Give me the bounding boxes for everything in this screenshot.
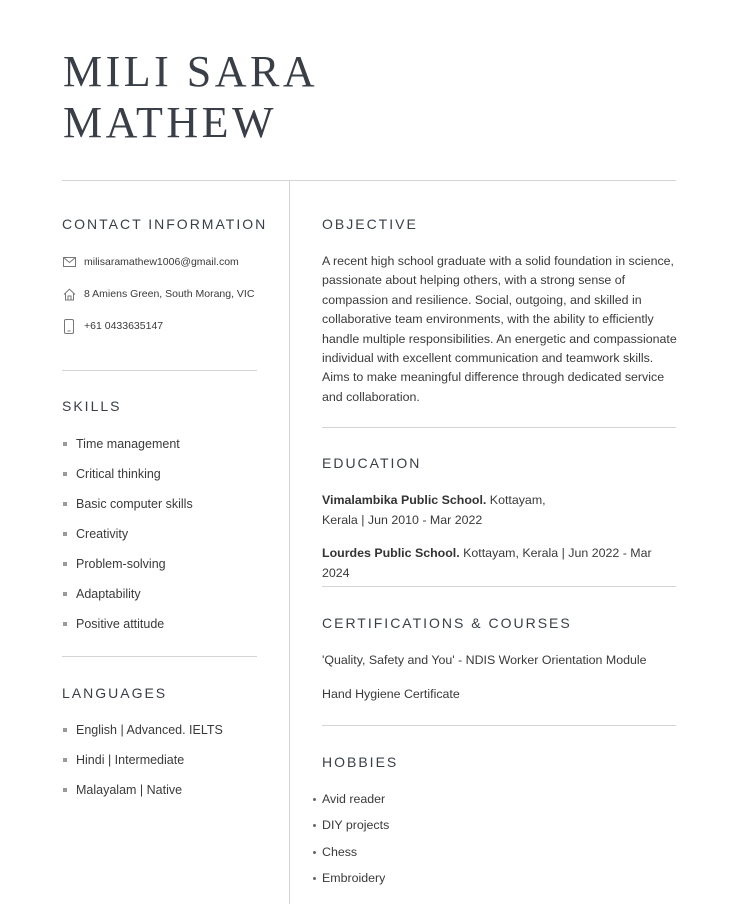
list-item: English | Advanced. IELTS [62, 722, 223, 752]
contact-email-row [62, 254, 239, 270]
hobbies-section-title: HOBBIES [322, 754, 399, 770]
list-item: Creativity [62, 526, 193, 556]
contact-address-row [62, 286, 254, 302]
certification-item: 'Quality, Safety and You' - NDIS Worker Orientation Module [322, 653, 647, 667]
envelope-icon [62, 254, 76, 270]
contact-address: 8 Amiens Green, South Morang, VIC [84, 288, 255, 300]
skills-divider [62, 656, 257, 657]
list-item: Chess [312, 844, 389, 870]
contact-divider [62, 370, 257, 371]
school-details: Kottayam, Kerala | Jun 2022 - Mar 2024 [322, 546, 652, 580]
languages-section-title: LANGUAGES [62, 685, 168, 701]
list-item: Time management [62, 436, 193, 466]
list-item: Basic computer skills [62, 496, 193, 526]
list-item: Hindi | Intermediate [62, 752, 223, 782]
list-item: Positive attitude [62, 616, 193, 646]
list-item: Malayalam | Native [62, 782, 223, 812]
name-line-2: MATHEW [63, 98, 278, 147]
education-entry [322, 543, 678, 583]
contact-email[interactable]: milisaramathew1006@gmail.com [84, 256, 239, 268]
objective-section-title: OBJECTIVE [322, 216, 418, 232]
mobile-phone-icon [62, 318, 76, 334]
skills-list [62, 436, 193, 646]
certifications-divider [322, 725, 676, 726]
objective-divider [322, 427, 676, 428]
header-divider [62, 180, 676, 181]
list-item: Embroidery [312, 870, 389, 896]
column-divider [289, 181, 290, 904]
list-item: DIY projects [312, 817, 389, 843]
contact-phone-row [62, 318, 163, 334]
home-icon [62, 286, 76, 302]
resume-name [63, 46, 318, 148]
skills-section-title: SKILLS [62, 398, 122, 414]
school-details: Kottayam, Kerala | Jun 2010 - Mar 2022 [322, 493, 546, 527]
education-divider [322, 586, 676, 587]
list-item: Adaptability [62, 586, 193, 616]
contact-section-title: CONTACT INFORMATION [62, 216, 268, 232]
contact-phone[interactable]: +61 0433635147 [84, 320, 164, 332]
school-name: Vimalambika Public School. [322, 493, 487, 507]
list-item: Avid reader [312, 791, 389, 817]
certifications-section-title: CERTIFICATIONS & COURSES [322, 615, 572, 631]
objective-text: A recent high school graduate with a solid foundation in science, passionate about helping others, with a strong sense of compassion and resilience. Social, outgoing, and skilled in collaborative team environments, with the ability to efficiently handle multiple responsibilities. An energetic and compassionate individual with excellent communication and teamwork skills. Aims to make meaningful difference through dedicated service and collaboration. [322, 254, 677, 404]
languages-list [62, 722, 223, 812]
list-item: Problem-solving [62, 556, 193, 586]
hobbies-list [312, 791, 389, 896]
name-line-1: MILI SARA [63, 47, 319, 96]
certification-item: Hand Hygiene Certificate [322, 687, 460, 701]
school-name: Lourdes Public School. [322, 546, 460, 560]
education-entry [322, 490, 572, 530]
education-section-title: EDUCATION [322, 455, 422, 471]
list-item: Critical thinking [62, 466, 193, 496]
